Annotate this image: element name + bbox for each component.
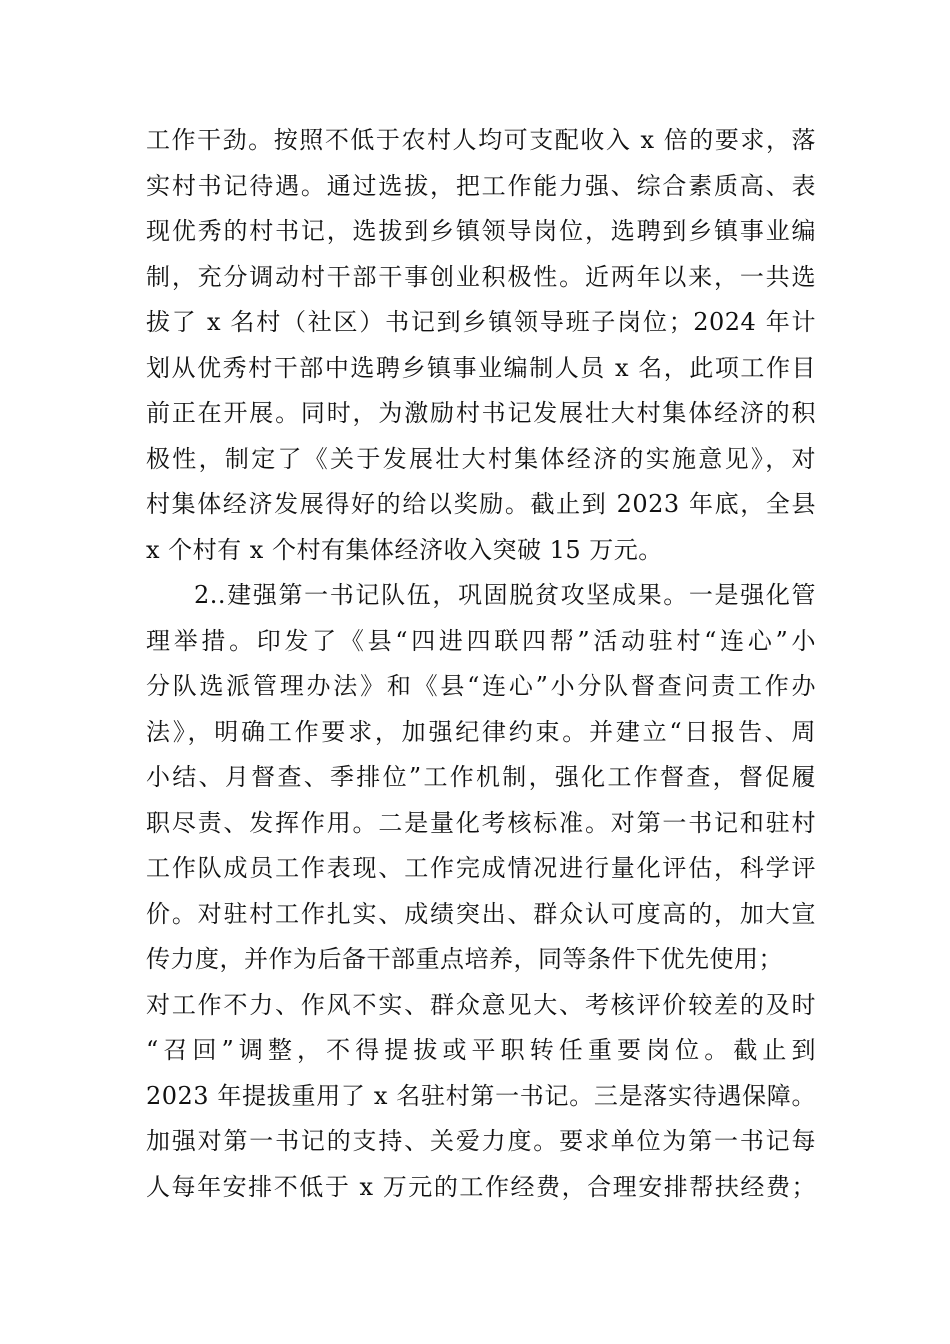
- text-line: 极性，制定了《关于发展壮大村集体经济的实施意见》，对: [146, 444, 816, 473]
- paragraph-end-line: x 个村有 x 个村有集体经济收入突破 15 万元。: [146, 535, 663, 564]
- text-line: 加强对第一书记的支持、关爱力度。要求单位为第一书记每: [146, 1127, 816, 1155]
- text-line: 前正在开展。同时，为激励村书记发展壮大村集体经济的积: [146, 399, 816, 427]
- text-line: 制，充分调动村干部干事创业积极性。近两年以来，一共选: [146, 262, 816, 291]
- text-line: 小结、月督查、季排位”工作机制，强化工作督查，督促履: [146, 763, 816, 791]
- text-line: 人每年安排不低于 x 万元的工作经费，合理安排帮扶经费；: [146, 1172, 816, 1201]
- body-text: [146, 118, 816, 1210]
- text-line: 对工作不力、作风不实、群众意见大、考核评价较差的及时: [146, 990, 816, 1019]
- text-line: 实村书记待遇。通过选拔，把工作能力强、综合素质高、表: [146, 171, 816, 200]
- text-line: 价。对驻村工作扎实、成绩突出、群众认可度高的，加大宣: [146, 899, 816, 928]
- text-line: 理举措。印发了《县“四进四联四帮”活动驻村“连心”小: [146, 626, 816, 655]
- text-line: 现优秀的村书记，选拔到乡镇领导岗位，选聘到乡镇事业编: [146, 217, 816, 245]
- text-line: 工作干劲。按照不低于农村人均可支配收入 x 倍的要求，落: [146, 126, 816, 154]
- text-line: 划从优秀村干部中选聘乡镇事业编制人员 x 名，此项工作目: [146, 353, 816, 382]
- text-line: 村集体经济发展得好的给以奖励。截止到 2023 年底，全县: [146, 490, 816, 518]
- text-line: 分队选派管理办法》和《县“连心”小分队督查问责工作办: [146, 672, 816, 700]
- text-line: 法》，明确工作要求，加强纪律约束。并建立“日报告、周: [146, 717, 816, 746]
- text-line: 拔了 x 名村（社区）书记到乡镇领导班子岗位；2024 年计: [146, 308, 816, 336]
- text-line: 2023 年提拔重用了 x 名驻村第一书记。三是落实待遇保障。: [146, 1081, 816, 1110]
- section-heading-line: 2..建强第一书记队伍，巩固脱贫攻坚成果。一是强化管: [194, 581, 816, 609]
- text-line: 职尽责、发挥作用。二是量化考核标准。对第一书记和驻村: [146, 808, 816, 837]
- text-line: 传力度，并作为后备干部重点培养，同等条件下优先使用；: [146, 945, 783, 973]
- text-line: 工作队成员工作表现、工作完成情况进行量化评估，科学评: [146, 854, 816, 882]
- text-line: “召回”调整，不得提拔或平职转任重要岗位。截止到: [146, 1036, 816, 1064]
